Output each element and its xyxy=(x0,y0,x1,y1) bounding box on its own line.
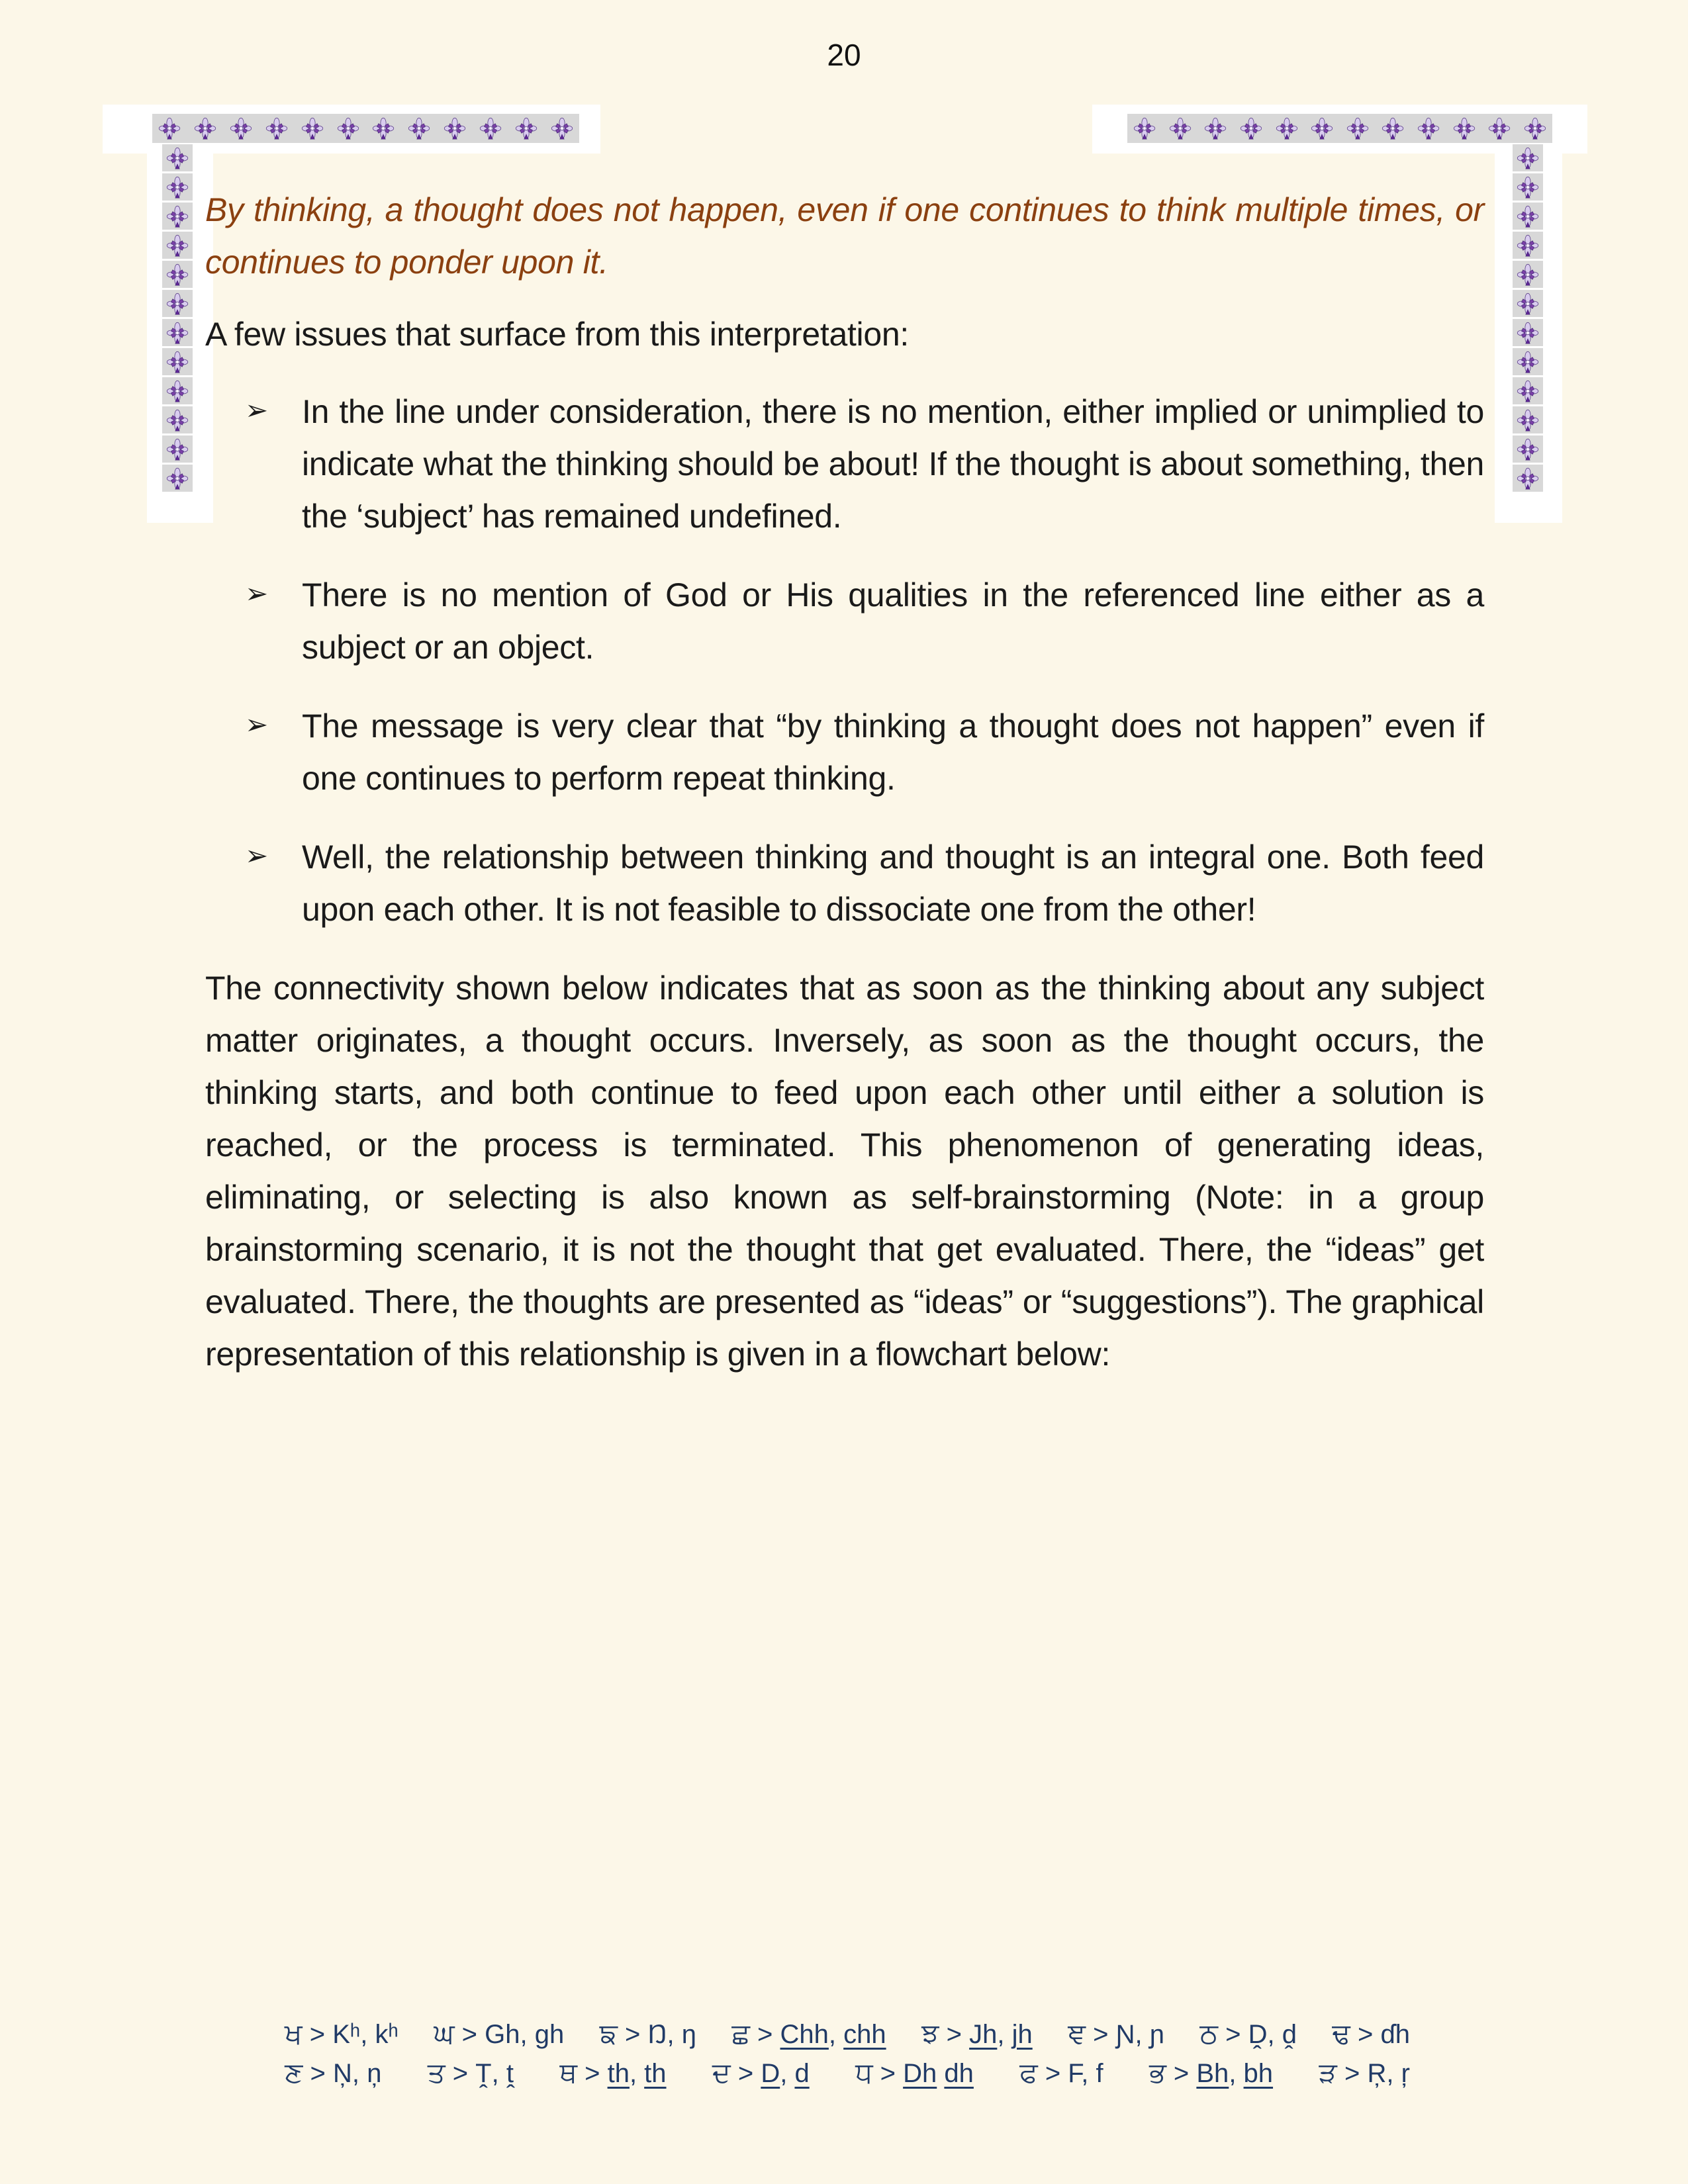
latin-equivalent: dh xyxy=(944,2059,974,2088)
flower-ornament-icon xyxy=(1523,116,1547,140)
translit-pair: ਘ > Gh, gh xyxy=(434,2018,565,2049)
bullet-item xyxy=(205,386,1484,543)
bullet-text: The message is very clear that “by thinking a thought does not happen” even if one continues to perform repeat thinking. xyxy=(302,707,1484,797)
latin-equivalent: F xyxy=(1068,2059,1082,2088)
lead-italic-text: By thinking, a thought does not happen, even if one continues to think multiple times, or continues to ponder upon it. xyxy=(205,191,1484,281)
flower-ornament-icon xyxy=(165,321,189,345)
flower-ornament-icon xyxy=(443,116,467,140)
flower-ornament-icon xyxy=(193,116,217,140)
flower-ornament-icon xyxy=(1516,350,1540,374)
gurmukhi-letter: ਥ xyxy=(559,2057,577,2088)
flower-ornament-icon xyxy=(1203,116,1227,140)
flower-ornament-icon xyxy=(336,116,360,140)
gurmukhi-letter: ਦ xyxy=(712,2057,731,2088)
latin-equivalent: chh xyxy=(843,2020,886,2049)
bullet-arrow-icon: ➢ xyxy=(245,578,268,609)
flower-ornament-icon xyxy=(1275,116,1299,140)
latin-equivalent: Chh xyxy=(780,2020,829,2049)
translit-pair: ਤ > Ṱ, ṱ xyxy=(427,2057,514,2088)
flower-tile xyxy=(162,377,193,404)
gurmukhi-letter: ਭ xyxy=(1149,2057,1166,2088)
latin-equivalent: ɲ xyxy=(1149,2020,1164,2049)
translit-pair: ਣ > Ņ, ņ xyxy=(285,2057,382,2088)
flower-ornament-icon xyxy=(550,116,574,140)
flower-ornament-icon xyxy=(158,116,181,140)
bullet-text: Well, the relationship between thinking and thought is an integral one. Both feed upon each other. It is not feasible to dissociate one from the other! xyxy=(302,839,1484,928)
latin-equivalent: bh xyxy=(1243,2059,1274,2088)
flower-ornament-icon xyxy=(165,437,189,461)
translit-pair: ਧ > Dh dh xyxy=(855,2057,974,2088)
bullet-arrow-icon: ➢ xyxy=(245,840,268,871)
page-number: 20 xyxy=(827,38,861,72)
bullet-text: In the line under consideration, there is no mention, either implied or unimplied to indicate what the thinking should be about! If the thought is about something, then the ‘subject’ has remained undefined. xyxy=(302,393,1484,535)
flower-tile xyxy=(1513,406,1543,433)
gurmukhi-letter: ਙ xyxy=(599,2018,618,2049)
bullet-list xyxy=(205,386,1484,936)
latin-equivalent: Ŋ xyxy=(647,2020,667,2049)
flower-ornament-icon xyxy=(165,350,189,374)
flower-ornament-icon xyxy=(165,146,189,170)
translit-pair: ਫ > F, f xyxy=(1019,2057,1103,2088)
ornament-column-right xyxy=(1513,144,1543,492)
flower-tile xyxy=(162,465,193,492)
flower-tile xyxy=(1513,348,1543,375)
flower-tile xyxy=(1513,261,1543,288)
gurmukhi-letter: ਢ xyxy=(1332,2018,1350,2049)
flower-ornament-icon xyxy=(1516,437,1540,461)
flower-ornament-icon xyxy=(1239,116,1263,140)
flower-ornament-icon xyxy=(1168,116,1192,140)
gurmukhi-letter: ਞ xyxy=(1068,2018,1086,2049)
translit-pair: ਝ > Jh, jh xyxy=(921,2018,1033,2049)
flower-ornament-icon xyxy=(229,116,253,140)
flower-tile xyxy=(1513,377,1543,404)
translit-pair: ਞ > Ɲ, ɲ xyxy=(1068,2018,1164,2049)
bullet-text: There is no mention of God or His qualities in the referenced line either as a subject or an object. xyxy=(302,576,1484,666)
latin-equivalent: Ņ xyxy=(332,2059,352,2088)
gurmukhi-letter: ੜ xyxy=(1319,2057,1337,2088)
flower-ornament-icon xyxy=(1487,116,1511,140)
latin-equivalent: Kʰ xyxy=(332,2020,361,2049)
bullet-item xyxy=(205,700,1484,805)
page-content xyxy=(205,184,1484,1381)
flower-ornament-icon xyxy=(1516,146,1540,170)
latin-equivalent: ņ xyxy=(367,2059,382,2088)
flower-ornament-icon xyxy=(165,292,189,316)
flower-tile xyxy=(162,290,193,317)
flower-ornament-icon xyxy=(165,467,189,490)
latin-equivalent: Bh xyxy=(1196,2059,1229,2088)
flower-tile xyxy=(162,203,193,230)
gurmukhi-letter: ਠ xyxy=(1199,2018,1219,2049)
flower-tile xyxy=(1513,290,1543,317)
flower-ornament-icon xyxy=(1417,116,1440,140)
flower-tile xyxy=(1513,465,1543,492)
flower-ornament-icon xyxy=(265,116,289,140)
gurmukhi-letter: ਖ xyxy=(285,2018,303,2049)
gurmukhi-letter: ਝ xyxy=(921,2018,939,2049)
ornament-strip-top-left xyxy=(152,114,579,143)
flower-ornament-icon xyxy=(371,116,395,140)
latin-equivalent: ṱ xyxy=(506,2059,514,2088)
flower-ornament-icon xyxy=(1516,263,1540,287)
flower-ornament-icon xyxy=(1516,175,1540,199)
flower-ornament-icon xyxy=(1516,379,1540,403)
flower-tile xyxy=(162,319,193,346)
flower-ornament-icon xyxy=(1516,205,1540,228)
gurmukhi-letter: ਧ xyxy=(855,2057,873,2088)
flower-ornament-icon xyxy=(1381,116,1405,140)
flower-tile xyxy=(162,232,193,259)
flower-tile xyxy=(162,173,193,201)
latin-equivalent: Ɲ xyxy=(1115,2020,1135,2049)
flower-ornament-icon xyxy=(1516,467,1540,490)
latin-equivalent: th xyxy=(607,2059,630,2088)
latin-equivalent: Ḓ xyxy=(1248,2020,1268,2049)
latin-equivalent: f xyxy=(1096,2059,1103,2088)
bullet-arrow-icon: ➢ xyxy=(245,394,268,426)
flower-ornament-icon xyxy=(407,116,431,140)
gurmukhi-letter: ਤ xyxy=(427,2057,445,2088)
flower-tile xyxy=(162,348,193,375)
translit-pair: ਭ > Bh, bh xyxy=(1149,2057,1274,2088)
bullet-item xyxy=(205,569,1484,674)
latin-equivalent: Dh xyxy=(903,2059,937,2088)
flower-ornament-icon xyxy=(479,116,502,140)
bullet-item xyxy=(205,831,1484,936)
ornament-strip-top-right xyxy=(1127,114,1552,143)
flower-ornament-icon xyxy=(1133,116,1156,140)
flower-tile xyxy=(162,435,193,463)
translit-pair: ਢ > ɗh xyxy=(1332,2018,1410,2049)
translit-pair: ਠ > Ḓ, ḓ xyxy=(1199,2018,1297,2049)
flower-ornament-icon xyxy=(165,205,189,228)
bullet-arrow-icon: ➢ xyxy=(245,709,268,740)
flower-tile xyxy=(162,261,193,288)
transliteration-key xyxy=(285,2015,1410,2093)
translit-pair: ਥ > th, th xyxy=(559,2057,667,2088)
body-paragraph: The connectivity shown below indicates that as soon as the thinking about any subject matter originates, a thought occurs. Inversely, as soon as the thought occurs, the thinking starts, and both continue to feed upon each other until either a solution is reached, or the process is terminated. This phenomenon of generating ideas, eliminating, or selecting is also known as self-brainstorming (Note: in a group brainstorming scenario, it is not the thought that get evaluated. There, the “ideas” get evaluated. There, the thoughts are presented as “ideas” or “suggestions”). The graphical representation of this relationship is given in a flowchart below: xyxy=(205,970,1484,1373)
flower-tile xyxy=(162,406,193,433)
flower-tile xyxy=(1513,319,1543,346)
flower-tile xyxy=(162,144,193,171)
latin-equivalent: Ŗ xyxy=(1367,2059,1387,2088)
flower-ornament-icon xyxy=(1346,116,1370,140)
latin-equivalent: ŗ xyxy=(1401,2059,1410,2088)
flower-ornament-icon xyxy=(165,379,189,403)
translit-pair: ਙ > Ŋ, ŋ xyxy=(599,2018,696,2049)
gurmukhi-letter: ਘ xyxy=(434,2018,455,2049)
latin-equivalent: Ṱ xyxy=(475,2059,492,2088)
flower-ornament-icon xyxy=(1452,116,1476,140)
flower-ornament-icon xyxy=(301,116,324,140)
flower-tile xyxy=(1513,435,1543,463)
flower-tile xyxy=(1513,232,1543,259)
latin-equivalent: ḓ xyxy=(1282,2020,1297,2049)
flower-ornament-icon xyxy=(514,116,538,140)
flower-ornament-icon xyxy=(1516,408,1540,432)
latin-equivalent: jh xyxy=(1011,2020,1033,2049)
intro-text: A few issues that surface from this interpretation: xyxy=(205,316,909,353)
latin-equivalent: kʰ xyxy=(375,2020,399,2049)
gurmukhi-letter: ਛ xyxy=(731,2018,750,2049)
gurmukhi-letter: ਣ xyxy=(285,2057,303,2088)
latin-equivalent: th xyxy=(644,2059,667,2088)
flower-tile xyxy=(1513,144,1543,171)
flower-ornament-icon xyxy=(165,263,189,287)
translit-pair: ਛ > Chh, chh xyxy=(731,2018,886,2049)
latin-equivalent: D xyxy=(761,2059,780,2088)
flower-tile xyxy=(1513,173,1543,201)
flower-ornament-icon xyxy=(1516,292,1540,316)
translit-pair: ੜ > Ŗ, ŗ xyxy=(1319,2057,1410,2088)
latin-equivalent: ŋ xyxy=(681,2020,696,2049)
flower-ornament-icon xyxy=(1310,116,1334,140)
latin-equivalent: ɗh xyxy=(1380,2020,1410,2049)
flower-ornament-icon xyxy=(1516,321,1540,345)
latin-equivalent: d xyxy=(794,2059,810,2088)
ornament-column-left xyxy=(162,144,193,492)
flower-ornament-icon xyxy=(165,234,189,257)
flower-ornament-icon xyxy=(165,408,189,432)
latin-equivalent: Gh xyxy=(485,2020,520,2049)
latin-equivalent: Jh xyxy=(969,2020,998,2049)
latin-equivalent: gh xyxy=(534,2020,565,2049)
flower-ornament-icon xyxy=(165,175,189,199)
translit-pair: ਖ > Kʰ, kʰ xyxy=(285,2018,399,2049)
transliteration-row xyxy=(285,2054,1410,2093)
gurmukhi-letter: ਫ xyxy=(1019,2057,1038,2088)
flower-tile xyxy=(1513,203,1543,230)
flower-ornament-icon xyxy=(1516,234,1540,257)
translit-pair: ਦ > D, d xyxy=(712,2057,810,2088)
transliteration-row xyxy=(285,2015,1410,2054)
